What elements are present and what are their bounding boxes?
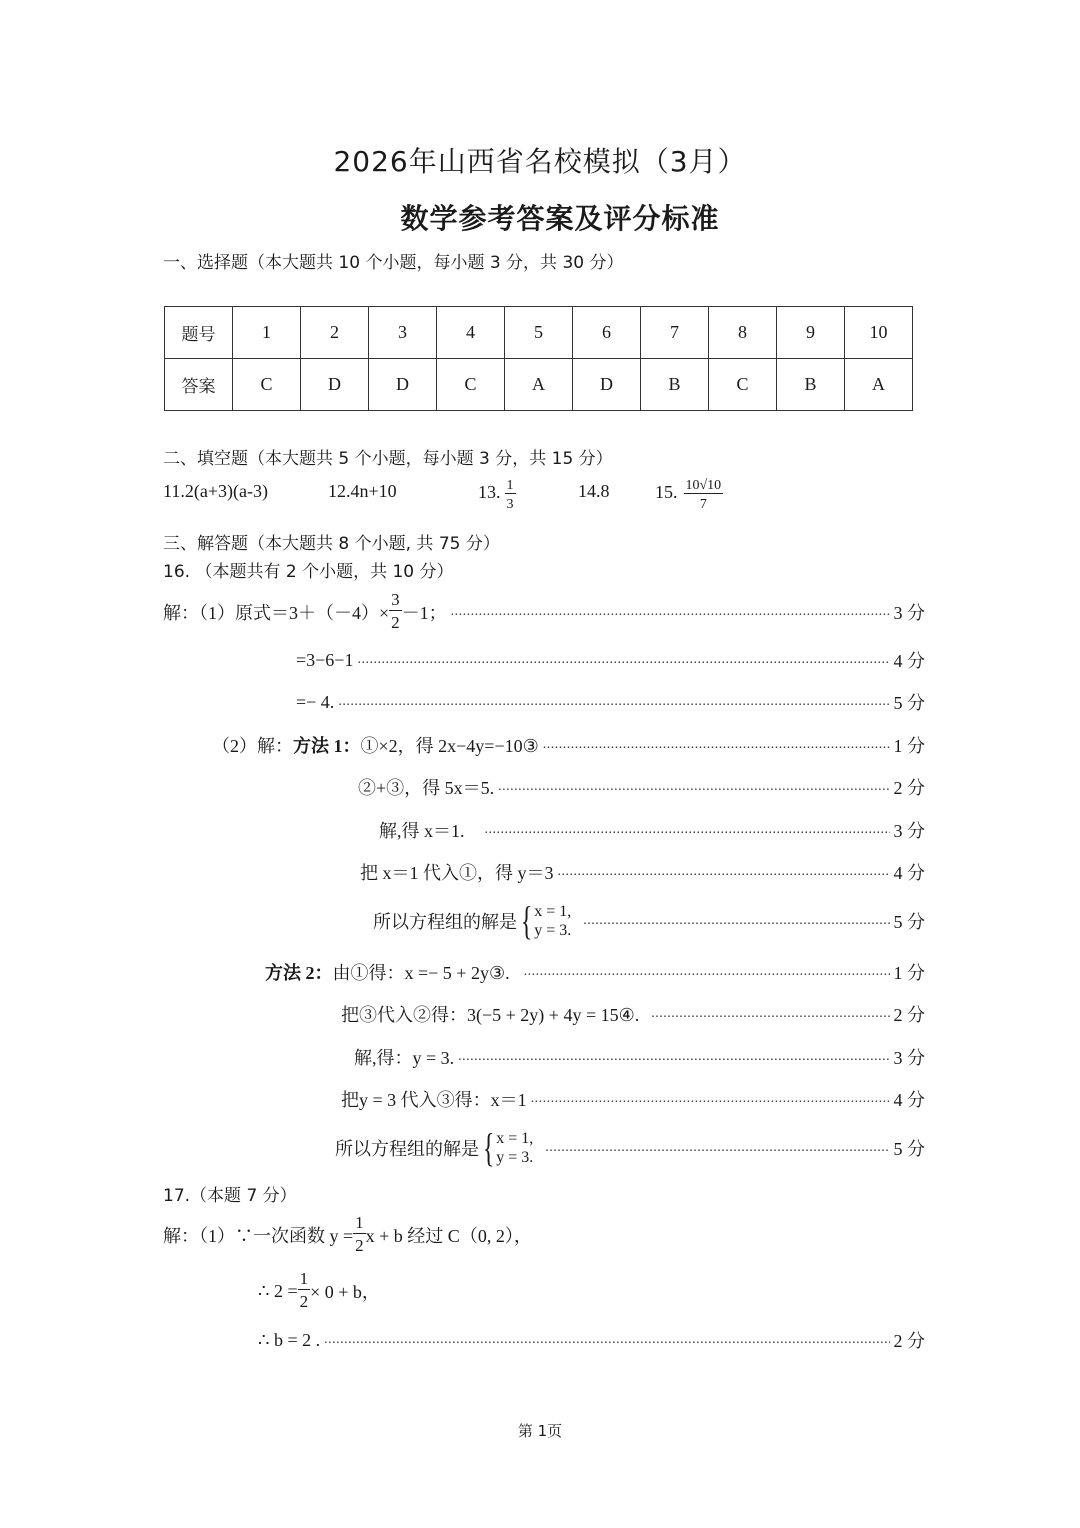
table-cell: A [505,359,573,411]
fraction: $\frac{10√10}{7}$ [685,478,722,513]
fraction: $\frac{1}{3}$ [506,478,514,513]
q16-heading: 16. （本题共有 2 个小题，共 10 分） [163,562,454,582]
score-label: 5 分 [893,912,925,932]
table-cell: 7 [641,307,709,359]
leader-dots [531,1091,890,1107]
fill-answer-13: 13. $\frac{1}{3}$ [478,478,514,513]
leader-dots [558,864,890,880]
section2-heading: 二、填空题（本大题共 5 个小题，每小题 3 分，共 15 分） [163,449,613,469]
q17-heading: 17.（本题 7 分） [163,1186,297,1206]
score-label: 5 分 [893,693,925,713]
q16-part1-step3: =− 4. ..... 5 分 [296,690,925,714]
leader-dots [324,1332,889,1348]
table-cell: 1 [233,307,301,359]
score-label: 4 分 [893,1090,925,1110]
score-label: 4 分 [893,863,925,883]
table-cell: B [641,359,709,411]
leader-dots [357,652,889,668]
q16-method1-step3: 解,得 x＝1. ..... 3 分 [379,818,925,842]
fill-answer-15: 15. $\frac{10√10}{7}$ [655,478,722,513]
brace-icon: { [520,898,533,943]
table-cell: B [777,359,845,411]
equation-system: { x = 1, y = 3. [520,898,572,943]
brace-icon: { [482,1125,495,1170]
score-label: 3 分 [893,603,925,623]
score-label: 2 分 [893,1331,925,1351]
leader-dots [451,604,890,620]
document-subtitle: 数学参考答案及评分标准 [400,202,720,235]
document-title: 2026年山西省名校模拟（3月） [333,145,747,178]
q16-method2-step2: 把③代入②得：3(−5 + 2y) + 4y = 15④. ..... 2 分 [341,1002,925,1026]
table-cell: D [573,359,641,411]
table-cell: 2 [301,307,369,359]
leader-dots [485,822,890,838]
q17-line1: 解：（1）∵一次函数 y = $\frac{1}{2}$ x + b 经过 C（0, 2）， [163,1213,532,1255]
score-label: 3 分 [893,821,925,841]
page-number: 第 1页 [517,1422,563,1440]
q17-line2: ∴ 2 = $\frac{1}{2}$ × 0 + b， [258,1269,380,1311]
q16-method1-step2: ②+③，得 5x＝5. ..... 2 分 [358,775,925,799]
table-cell: 8 [709,307,777,359]
q16-part1-step1: 解：（1）原式＝3＋（－4）× $\frac{3}{2}$ －1； ..... 3 分 [163,590,925,634]
q16-method2-step5: 所以方程组的解是 { x = 1, y = 3. ..... 5 分 [335,1125,925,1171]
score-label: 5 分 [893,1139,925,1159]
score-label: 2 分 [893,1005,925,1025]
answer-table [164,306,913,411]
fill-answer-12: 12.4n+10 [328,481,397,501]
fraction: $\frac{3}{2}$ [391,590,400,632]
score-label: 1 分 [893,963,925,983]
leader-dots [583,913,889,929]
table-cell: 6 [573,307,641,359]
section1-heading: 一、选择题（本大题共 10 个小题，每小题 3 分，共 30 分） [163,253,624,273]
q16-method2-step3: 解,得：y = 3. ..... 3 分 [354,1045,925,1069]
method-label: 方法 1： [293,736,361,756]
leader-dots [498,779,889,795]
leader-dots [458,1049,889,1065]
row-label: 题号 [165,307,233,359]
score-label: 2 分 [893,778,925,798]
table-cell: 5 [505,307,573,359]
q16-part1-step2: =3−6−1 ..... 4 分 [296,648,925,672]
table-cell: C [437,359,505,411]
leader-dots [651,1006,889,1022]
table-cell: C [233,359,301,411]
table-row-numbers [165,307,913,359]
table-row-answers [165,359,913,411]
leader-dots [338,694,889,710]
leader-dots [524,964,890,980]
q16-method1-step1: （2）解： 方法 1： ①×2，得 2x−4y=−10③ ..... 1 分 [212,733,925,757]
fraction: $\frac{1}{2}$ [299,1269,309,1311]
q17-line3: ∴ b = 2 . ..... 2 分 [258,1328,925,1352]
table-cell: 4 [437,307,505,359]
table-cell: 9 [777,307,845,359]
q16-method1-step5: 所以方程组的解是 { x = 1, y = 3. ..... 5 分 [373,898,925,944]
method-label: 方法 2： [265,963,333,983]
fraction: $\frac{1}{2}$ [355,1213,364,1255]
table-cell: D [301,359,369,411]
q16-method2-step4: 把y = 3 代入③得：x＝1 ..... 4 分 [341,1087,925,1111]
leader-dots [543,737,890,753]
leader-dots [545,1140,889,1156]
score-label: 4 分 [893,651,925,671]
row-label: 答案 [165,359,233,411]
score-label: 1 分 [893,736,925,756]
table-cell: C [709,359,777,411]
q16-method1-step4: 把 x＝1 代入①，得 y＝3 ..... 4 分 [360,860,925,884]
fill-answer-14: 14.8 [578,481,610,501]
equation-system: { x = 1, y = 3. [482,1125,534,1170]
table-cell: A [845,359,913,411]
score-label: 3 分 [893,1048,925,1068]
q16-method2-step1: 方法 2： 由①得：x =− 5 + 2y③. ..... 1 分 [265,960,925,984]
fill-answer-11: 11.2(a+3)(a-3) [163,481,268,501]
section3-heading: 三、解答题（本大题共 8 个小题, 共 75 分） [163,534,500,554]
table-cell: D [369,359,437,411]
table-cell: 10 [845,307,913,359]
table-cell: 3 [369,307,437,359]
